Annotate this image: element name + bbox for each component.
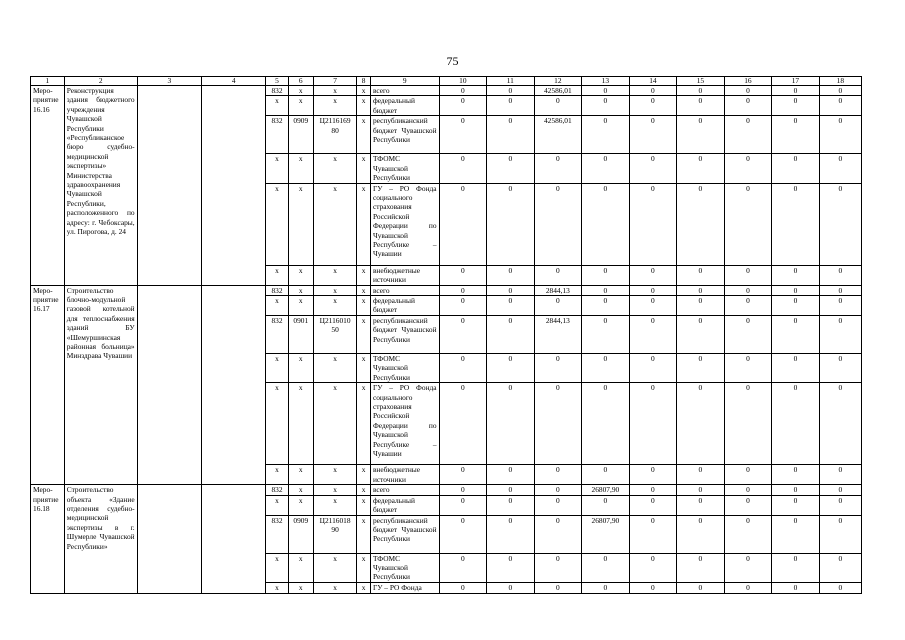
amount-cell: 0: [439, 316, 487, 354]
expense-type-cell: x: [357, 86, 371, 96]
amount-cell: 0: [534, 154, 582, 183]
amount-cell: 0: [439, 582, 487, 593]
header-row: [31, 77, 862, 86]
executor-cell: [137, 485, 201, 594]
header-cell: 17: [772, 77, 820, 86]
funding-source-cell: ГУ – РО Фонда социального страхования Российской Федерации по Чувашской Республике – Чувашии: [370, 383, 439, 465]
amount-cell: 0: [534, 485, 582, 495]
amount-cell: 2844,13: [534, 316, 582, 354]
amount-cell: 0: [724, 465, 772, 485]
target-code-cell: x: [313, 354, 356, 383]
amount-cell: 0: [677, 354, 725, 383]
amount-cell: 0: [724, 316, 772, 354]
header-cell: 4: [202, 77, 266, 86]
amount-cell: 0: [582, 296, 630, 316]
funding-source-cell: ГУ – РО Фонда: [370, 582, 439, 593]
amount-cell: 0: [724, 183, 772, 265]
section-code-cell: x: [288, 96, 313, 116]
amount-cell: 0: [439, 265, 487, 285]
amount-cell: 0: [629, 354, 677, 383]
section-code-cell: x: [288, 553, 313, 582]
amount-cell: 0: [772, 316, 820, 354]
amount-cell: 0: [724, 296, 772, 316]
target-code-cell: x: [313, 582, 356, 593]
amount-cell: 0: [582, 285, 630, 295]
funding-source-cell: всего: [370, 86, 439, 96]
amount-cell: 0: [439, 116, 487, 154]
expense-type-cell: x: [357, 495, 371, 515]
amount-cell: 0: [677, 154, 725, 183]
funding-source-cell: федеральный бюджет: [370, 96, 439, 116]
amount-cell: 0: [582, 265, 630, 285]
target-code-cell: x: [313, 296, 356, 316]
amount-cell: 0: [439, 183, 487, 265]
target-code-cell: x: [313, 86, 356, 96]
amount-cell: 0: [582, 465, 630, 485]
amount-cell: 0: [724, 553, 772, 582]
amount-cell: 0: [772, 383, 820, 465]
section-code-cell: x: [288, 265, 313, 285]
amount-cell: 0: [629, 495, 677, 515]
amount-cell: 0: [772, 154, 820, 183]
amount-cell: 0: [487, 296, 535, 316]
amount-cell: 0: [487, 183, 535, 265]
amount-cell: 0: [487, 154, 535, 183]
grbs-code-cell: x: [266, 553, 288, 582]
section-code-cell: x: [288, 296, 313, 316]
amount-cell: 0: [819, 582, 861, 593]
amount-cell: 0: [439, 86, 487, 96]
target-code-cell: x: [313, 495, 356, 515]
amount-cell: 0: [772, 96, 820, 116]
amount-cell: 0: [819, 86, 861, 96]
amount-cell: 0: [534, 582, 582, 593]
target-code-cell: Ц2116010 50: [313, 316, 356, 354]
expense-type-cell: x: [357, 183, 371, 265]
amount-cell: 0: [772, 183, 820, 265]
amount-cell: 0: [487, 265, 535, 285]
amount-cell: 0: [582, 582, 630, 593]
amount-cell: 0: [534, 495, 582, 515]
grbs-code-cell: x: [266, 465, 288, 485]
amount-cell: 0: [629, 383, 677, 465]
amount-cell: 0: [677, 553, 725, 582]
header-cell: 5: [266, 77, 288, 86]
target-code-cell: x: [313, 383, 356, 465]
amount-cell: 0: [582, 116, 630, 154]
amount-cell: 0: [487, 86, 535, 96]
header-cell: 13: [582, 77, 630, 86]
target-code-cell: x: [313, 285, 356, 295]
amount-cell: 0: [724, 354, 772, 383]
grbs-code-cell: x: [266, 354, 288, 383]
table-row: [31, 86, 862, 96]
amount-cell: 0: [677, 183, 725, 265]
header-cell: 14: [629, 77, 677, 86]
amount-cell: 0: [819, 465, 861, 485]
header-cell: 9: [370, 77, 439, 86]
amount-cell: 0: [487, 316, 535, 354]
grbs-code-cell: x: [266, 495, 288, 515]
amount-cell: 0: [487, 515, 535, 553]
amount-cell: 0: [724, 485, 772, 495]
amount-cell: 0: [534, 183, 582, 265]
expense-type-cell: x: [357, 296, 371, 316]
expense-type-cell: x: [357, 116, 371, 154]
expense-type-cell: x: [357, 465, 371, 485]
amount-cell: 0: [819, 553, 861, 582]
amount-cell: 0: [772, 485, 820, 495]
amount-cell: 0: [772, 495, 820, 515]
funding-source-cell: республиканский бюджет Чувашской Республики: [370, 116, 439, 154]
event-id-cell: Меро-приятие 16.16: [31, 86, 65, 286]
target-code-cell: x: [313, 154, 356, 183]
amount-cell: 0: [724, 515, 772, 553]
amount-cell: 0: [439, 383, 487, 465]
amount-cell: 0: [819, 515, 861, 553]
funding-source-cell: ГУ – РО Фонда социального страхования Российской Федерации по Чувашской Республике – Чувашии: [370, 183, 439, 265]
amount-cell: 0: [534, 465, 582, 485]
grbs-code-cell: x: [266, 582, 288, 593]
amount-cell: 0: [487, 582, 535, 593]
section-code-cell: 0901: [288, 316, 313, 354]
amount-cell: 0: [677, 296, 725, 316]
amount-cell: 0: [487, 495, 535, 515]
amount-cell: 0: [772, 553, 820, 582]
funding-source-cell: федеральный бюджет: [370, 495, 439, 515]
section-code-cell: x: [288, 485, 313, 495]
header-cell: 18: [819, 77, 861, 86]
grbs-code-cell: 832: [266, 515, 288, 553]
header-cell: 1: [31, 77, 65, 86]
amount-cell: 0: [534, 515, 582, 553]
grbs-code-cell: x: [266, 296, 288, 316]
amount-cell: 0: [629, 154, 677, 183]
table-row: [31, 485, 862, 495]
amount-cell: 0: [487, 96, 535, 116]
target-code-cell: x: [313, 183, 356, 265]
section-code-cell: x: [288, 86, 313, 96]
amount-cell: 0: [772, 86, 820, 96]
amount-cell: 0: [772, 465, 820, 485]
header-cell: 11: [487, 77, 535, 86]
amount-cell: 0: [724, 285, 772, 295]
amount-cell: 0: [629, 296, 677, 316]
target-code-cell: Ц2116169 80: [313, 116, 356, 154]
header-cell: 7: [313, 77, 356, 86]
amount-cell: 0: [677, 116, 725, 154]
event-id-cell: Меро-приятие 16.18: [31, 485, 65, 594]
amount-cell: 0: [724, 265, 772, 285]
amount-cell: 2844,13: [534, 285, 582, 295]
funding-source-cell: федеральный бюджет: [370, 296, 439, 316]
grbs-code-cell: 832: [266, 485, 288, 495]
amount-cell: 0: [582, 86, 630, 96]
grbs-code-cell: x: [266, 383, 288, 465]
participant-cell: [202, 86, 266, 286]
funding-source-cell: республиканский бюджет Чувашской Республики: [370, 316, 439, 354]
amount-cell: 0: [677, 485, 725, 495]
target-code-cell: x: [313, 96, 356, 116]
amount-cell: 0: [439, 285, 487, 295]
grbs-code-cell: x: [266, 265, 288, 285]
amount-cell: 0: [819, 354, 861, 383]
expense-type-cell: x: [357, 96, 371, 116]
header-cell: 3: [137, 77, 201, 86]
grbs-code-cell: x: [266, 183, 288, 265]
amount-cell: 0: [582, 183, 630, 265]
amount-cell: 0: [724, 86, 772, 96]
amount-cell: 0: [629, 265, 677, 285]
header-cell: 8: [357, 77, 371, 86]
grbs-code-cell: x: [266, 96, 288, 116]
amount-cell: 0: [439, 515, 487, 553]
amount-cell: 26807,90: [582, 515, 630, 553]
amount-cell: 0: [772, 285, 820, 295]
amount-cell: 0: [772, 116, 820, 154]
amount-cell: 0: [677, 316, 725, 354]
header-cell: 2: [64, 77, 137, 86]
funding-source-cell: ТФОМС Чувашской Республики: [370, 354, 439, 383]
amount-cell: 0: [439, 495, 487, 515]
event-name-cell: Реконструкция здания бюджетного учреждения Чувашской Республики «Республиканское бюро судебно-медицинской экспертизы» Министерства здравоохранения Чувашской Республики, расположенного по адресу: г. Чебоксары, ул. Пирогова, д. 24: [64, 86, 137, 286]
header-cell: 12: [534, 77, 582, 86]
expense-type-cell: x: [357, 582, 371, 593]
amount-cell: 0: [629, 96, 677, 116]
section-code-cell: x: [288, 183, 313, 265]
expense-type-cell: x: [357, 354, 371, 383]
amount-cell: 0: [819, 485, 861, 495]
expense-type-cell: x: [357, 383, 371, 465]
event-name-cell: Строительство объекта «Здание отделения судебно-медицинской экспертизы в г. Шумерле Чувашской Республики»: [64, 485, 137, 594]
header-cell: 10: [439, 77, 487, 86]
amount-cell: 0: [534, 265, 582, 285]
funding-source-cell: ТФОМС Чувашской Республики: [370, 154, 439, 183]
amount-cell: 0: [819, 116, 861, 154]
amount-cell: 0: [629, 116, 677, 154]
amount-cell: 0: [582, 354, 630, 383]
amount-cell: 0: [819, 495, 861, 515]
amount-cell: 0: [534, 96, 582, 116]
amount-cell: 0: [629, 183, 677, 265]
amount-cell: 0: [439, 465, 487, 485]
header-cell: 6: [288, 77, 313, 86]
executor-cell: [137, 285, 201, 485]
section-code-cell: x: [288, 285, 313, 295]
amount-cell: 0: [439, 96, 487, 116]
amount-cell: 0: [819, 265, 861, 285]
funding-source-cell: всего: [370, 485, 439, 495]
amount-cell: 0: [487, 285, 535, 295]
amount-cell: 0: [677, 515, 725, 553]
amount-cell: 0: [724, 154, 772, 183]
amount-cell: 0: [439, 354, 487, 383]
amount-cell: 0: [677, 495, 725, 515]
amount-cell: 0: [677, 285, 725, 295]
expense-type-cell: x: [357, 515, 371, 553]
amount-cell: 42586,01: [534, 86, 582, 96]
funding-source-cell: внебюджетные источники: [370, 265, 439, 285]
expense-type-cell: x: [357, 485, 371, 495]
amount-cell: 0: [582, 316, 630, 354]
amount-cell: 0: [582, 154, 630, 183]
target-code-cell: x: [313, 553, 356, 582]
amount-cell: 0: [819, 383, 861, 465]
amount-cell: 0: [629, 515, 677, 553]
amount-cell: 0: [487, 465, 535, 485]
amount-cell: 0: [629, 582, 677, 593]
amount-cell: 0: [772, 582, 820, 593]
amount-cell: 0: [772, 515, 820, 553]
amount-cell: 0: [724, 582, 772, 593]
section-code-cell: x: [288, 354, 313, 383]
amount-cell: 0: [819, 316, 861, 354]
section-code-cell: 0909: [288, 515, 313, 553]
section-code-cell: x: [288, 465, 313, 485]
amount-cell: 0: [439, 485, 487, 495]
amount-cell: 0: [439, 553, 487, 582]
amount-cell: 0: [819, 296, 861, 316]
amount-cell: 0: [582, 495, 630, 515]
amount-cell: 0: [487, 485, 535, 495]
amount-cell: 0: [677, 465, 725, 485]
participant-cell: [202, 285, 266, 485]
target-code-cell: Ц2116018 90: [313, 515, 356, 553]
amount-cell: 0: [582, 383, 630, 465]
table-body: [31, 77, 862, 594]
funding-source-cell: всего: [370, 285, 439, 295]
funding-source-cell: внебюджетные источники: [370, 465, 439, 485]
page-number: 75: [446, 54, 459, 68]
amount-cell: 0: [629, 285, 677, 295]
amount-cell: 0: [677, 86, 725, 96]
amount-cell: 0: [629, 86, 677, 96]
grbs-code-cell: x: [266, 154, 288, 183]
amount-cell: 0: [677, 383, 725, 465]
expense-type-cell: x: [357, 154, 371, 183]
amount-cell: 0: [534, 296, 582, 316]
funding-source-cell: республиканский бюджет Чувашской Республики: [370, 515, 439, 553]
amount-cell: 0: [534, 383, 582, 465]
amount-cell: 0: [724, 495, 772, 515]
target-code-cell: x: [313, 465, 356, 485]
amount-cell: 0: [487, 383, 535, 465]
amount-cell: 0: [772, 354, 820, 383]
amount-cell: 0: [629, 485, 677, 495]
amount-cell: 0: [582, 553, 630, 582]
expense-type-cell: x: [357, 553, 371, 582]
amount-cell: 0: [439, 154, 487, 183]
amount-cell: 0: [487, 553, 535, 582]
amount-cell: 0: [487, 116, 535, 154]
amount-cell: 0: [819, 154, 861, 183]
target-code-cell: x: [313, 265, 356, 285]
expense-type-cell: x: [357, 316, 371, 354]
amount-cell: 0: [819, 183, 861, 265]
amount-cell: 42586,01: [534, 116, 582, 154]
amount-cell: 0: [629, 553, 677, 582]
section-code-cell: x: [288, 495, 313, 515]
section-code-cell: x: [288, 582, 313, 593]
amount-cell: 0: [724, 383, 772, 465]
amount-cell: 0: [772, 265, 820, 285]
amount-cell: 0: [819, 285, 861, 295]
participant-cell: [202, 485, 266, 594]
amount-cell: 26807,90: [582, 485, 630, 495]
amount-cell: 0: [629, 316, 677, 354]
executor-cell: [137, 86, 201, 286]
amount-cell: 0: [534, 354, 582, 383]
amount-cell: 0: [772, 296, 820, 316]
amount-cell: 0: [819, 96, 861, 116]
grbs-code-cell: 832: [266, 316, 288, 354]
funding-source-cell: ТФОМС Чувашской Республики: [370, 553, 439, 582]
grbs-code-cell: 832: [266, 285, 288, 295]
amount-cell: 0: [439, 296, 487, 316]
expense-type-cell: x: [357, 285, 371, 295]
section-code-cell: 0909: [288, 116, 313, 154]
amount-cell: 0: [534, 553, 582, 582]
amount-cell: 0: [724, 96, 772, 116]
amount-cell: 0: [677, 265, 725, 285]
amount-cell: 0: [582, 96, 630, 116]
amount-cell: 0: [629, 465, 677, 485]
event-id-cell: Меро-приятие 16.17: [31, 285, 65, 485]
amount-cell: 0: [677, 582, 725, 593]
target-code-cell: x: [313, 485, 356, 495]
section-code-cell: x: [288, 383, 313, 465]
grbs-code-cell: 832: [266, 86, 288, 96]
expense-type-cell: x: [357, 265, 371, 285]
amount-cell: 0: [677, 96, 725, 116]
table-row: [31, 285, 862, 295]
amount-cell: 0: [487, 354, 535, 383]
section-code-cell: x: [288, 154, 313, 183]
header-cell: 16: [724, 77, 772, 86]
amount-cell: 0: [724, 116, 772, 154]
budget-table: [30, 76, 862, 594]
grbs-code-cell: 832: [266, 116, 288, 154]
header-cell: 15: [677, 77, 725, 86]
event-name-cell: Строительство блочно-модульной газовой котельной для теплоснабжения зданий БУ «Шемуршинская районная больница» Минздрава Чувашии: [64, 285, 137, 485]
